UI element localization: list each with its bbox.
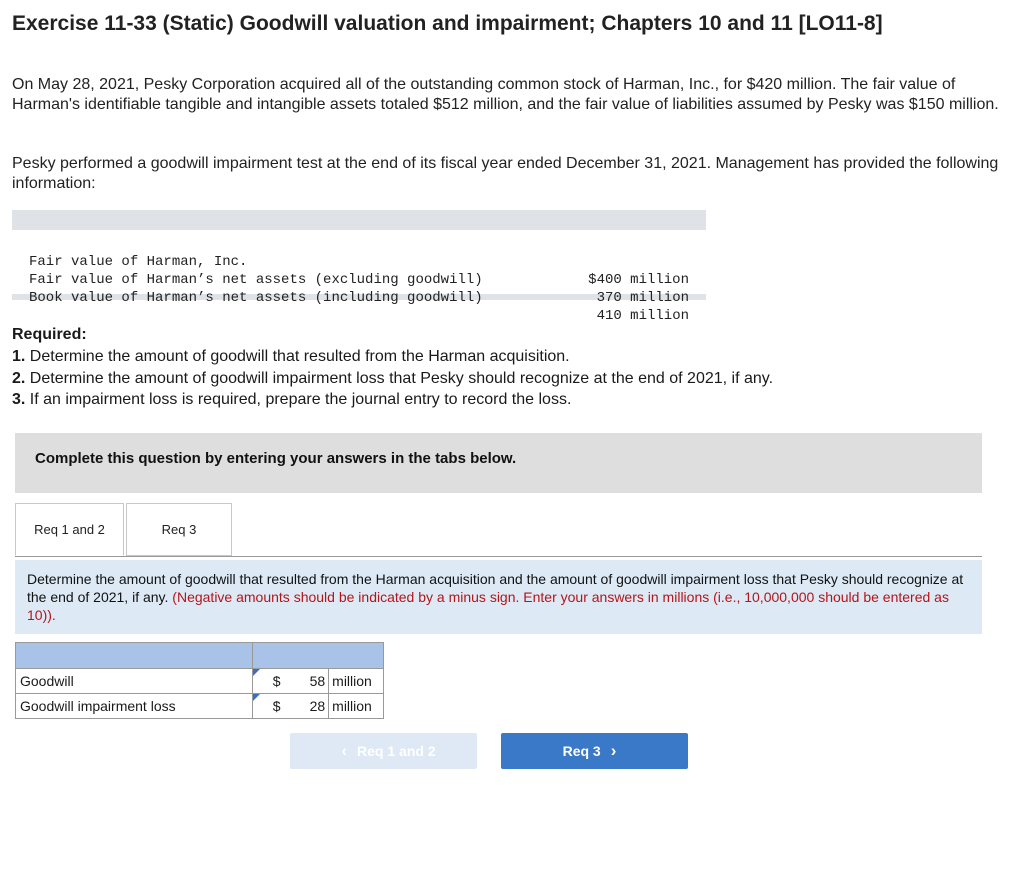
required-item-num: 1. <box>12 348 26 365</box>
header-cell <box>253 643 384 669</box>
prev-button-label: Req 1 and 2 <box>357 743 436 759</box>
required-item-text: If an impairment loss is required, prepare the journal entry to record the loss. <box>29 391 572 408</box>
impairment-loss-input[interactable]: 28 <box>284 694 328 719</box>
instruction-box <box>15 560 982 634</box>
tab-req-3[interactable]: Req 3 <box>126 503 232 556</box>
header-cell <box>16 643 253 669</box>
goodwill-input[interactable]: 58 <box>284 669 328 694</box>
chevron-right-icon: › <box>610 741 617 760</box>
info-table <box>12 210 706 324</box>
info-label: Fair value of Harman, Inc. <box>29 254 248 270</box>
prev-button[interactable] <box>290 733 477 769</box>
answer-label: Goodwill impairment loss <box>16 694 253 719</box>
required-item-num: 2. <box>12 370 26 387</box>
tab-divider <box>15 556 982 557</box>
unit-label: million <box>329 694 384 719</box>
next-button[interactable] <box>501 733 688 769</box>
info-row <box>29 271 689 343</box>
currency-symbol: $ <box>272 698 281 714</box>
info-value: 370 million <box>596 290 689 306</box>
answer-label: Goodwill <box>16 669 253 694</box>
tab-req-1-and-2[interactable]: Req 1 and 2 <box>15 503 124 556</box>
instruction-text: Determine the amount of goodwill that resulted from the Harman acquisition and the amount of goodwill impairment loss that Pesky should recognize at the end of 2021, if any. <box>27 571 964 605</box>
problem-intro-2: Pesky performed a goodwill impairment test at the end of its fiscal year ended December 31, 2021. Management has provided the following information: <box>12 155 999 192</box>
required-item-text: Determine the amount of goodwill impairment loss that Pesky should recognize at the end of 2021, if any. <box>29 370 774 387</box>
info-label: Fair value of Harman’s net assets (excluding goodwill) <box>29 272 483 288</box>
chevron-left-icon: ‹ <box>341 741 348 760</box>
required-item <box>12 369 773 389</box>
answer-row <box>16 669 384 694</box>
required-item <box>12 347 570 367</box>
complete-banner-text: Complete this question by entering your answers in the tabs below. <box>35 450 517 467</box>
flag-icon <box>253 694 260 701</box>
next-button-label: Req 3 <box>562 743 601 759</box>
currency-cell <box>253 694 285 719</box>
required-item-text: Determine the amount of goodwill that resulted from the Harman acquisition. <box>29 348 570 365</box>
answer-header-row <box>16 643 384 669</box>
info-value: 410 million <box>596 308 689 324</box>
info-value: $400 million <box>588 272 689 288</box>
instruction-note: (Negative amounts should be indicated by a minus sign. Enter your answers in millions (i.e., 10,000,000 should be entered as 10)). <box>27 589 949 623</box>
page-title: Exercise 11-33 (Static) Goodwill valuation and impairment; Chapters 10 and 11 [LO11-8] <box>12 12 883 35</box>
unit-label: million <box>329 669 384 694</box>
answer-row <box>16 694 384 719</box>
info-label: Book value of Harman’s net assets (including goodwill) <box>29 290 483 306</box>
flag-icon <box>253 669 260 676</box>
required-item-num: 3. <box>12 391 26 408</box>
required-heading: Required: <box>12 326 87 343</box>
problem-intro: On May 28, 2021, Pesky Corporation acquired all of the outstanding common stock of Harman, Inc., for $420 million. The fair value of Harman's identifiable tangible and intangible assets totaled $512 million, and the fair value of liabilities assumed by Pesky was $150 million. <box>12 76 999 113</box>
answer-table <box>15 642 384 719</box>
complete-banner <box>15 433 982 493</box>
currency-symbol: $ <box>272 673 281 689</box>
required-item <box>12 390 571 410</box>
currency-cell <box>253 669 285 694</box>
